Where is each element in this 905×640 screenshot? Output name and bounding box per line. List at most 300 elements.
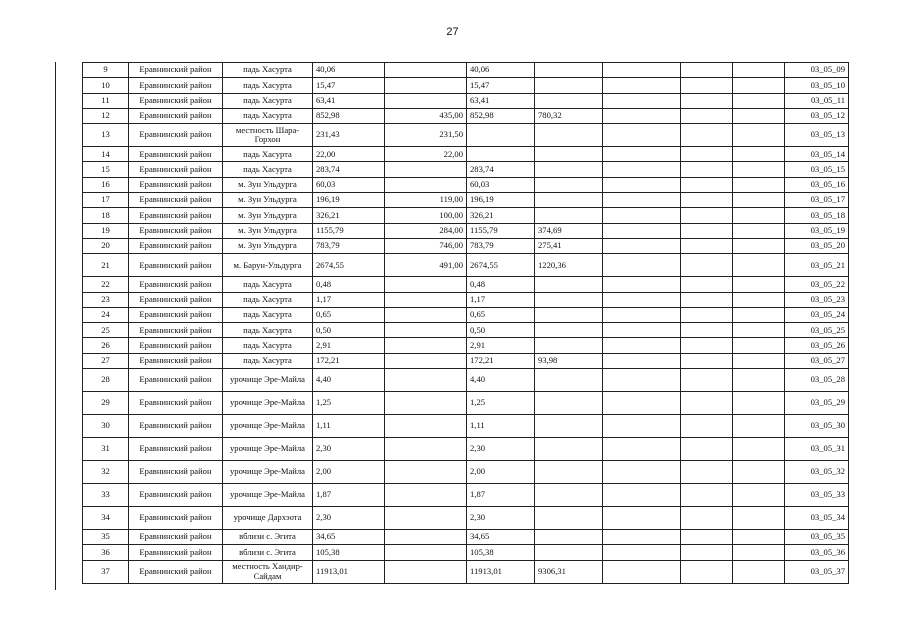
empty-cell: [681, 254, 733, 277]
value-col3-cell: 283,74: [467, 162, 535, 177]
district-cell: Еравнинский район: [129, 530, 223, 545]
locality-cell: падь Хасурта: [223, 307, 313, 322]
value-col1-cell: 63,41: [313, 93, 385, 108]
locality-cell: м. Зун Ульдурга: [223, 223, 313, 238]
value-col1-cell: 22,00: [313, 147, 385, 162]
empty-cell: [603, 193, 681, 208]
table-row: [83, 147, 849, 162]
empty-cell: [733, 177, 785, 192]
empty-cell: [603, 147, 681, 162]
value-col3-cell: 0,65: [467, 307, 535, 322]
code-cell: 03_05_21: [785, 254, 849, 277]
empty-cell: [733, 560, 785, 583]
code-cell: 03_05_24: [785, 307, 849, 322]
row-number-cell: 32: [83, 461, 129, 484]
table-row: [83, 208, 849, 223]
district-cell: Еравнинский район: [129, 545, 223, 560]
district-cell: Еравнинский район: [129, 208, 223, 223]
locality-cell: урочище Эре-Майла: [223, 415, 313, 438]
row-number-cell: 28: [83, 369, 129, 392]
value-col2-cell: [385, 307, 467, 322]
value-col4-cell: [535, 338, 603, 353]
table-row: [83, 254, 849, 277]
row-number-cell: 29: [83, 392, 129, 415]
value-col4-cell: [535, 392, 603, 415]
locality-cell: урочище Эре-Майла: [223, 461, 313, 484]
locality-cell: вблизи с. Эгита: [223, 545, 313, 560]
locality-cell: м. Барун-Ульдурга: [223, 254, 313, 277]
value-col3-cell: [467, 124, 535, 147]
locality-cell: урочище Дархэота: [223, 507, 313, 530]
locality-cell: урочище Эре-Майла: [223, 369, 313, 392]
value-col4-cell: [535, 193, 603, 208]
value-col1-cell: 326,21: [313, 208, 385, 223]
value-col1-cell: 2674,55: [313, 254, 385, 277]
district-cell: Еравнинский район: [129, 461, 223, 484]
locality-cell: падь Хасурта: [223, 353, 313, 368]
value-col3-cell: 1,25: [467, 392, 535, 415]
code-cell: 03_05_34: [785, 507, 849, 530]
table-row: [83, 292, 849, 307]
empty-cell: [681, 507, 733, 530]
value-col2-cell: 435,00: [385, 108, 467, 123]
empty-cell: [603, 353, 681, 368]
value-col3-cell: 40,06: [467, 63, 535, 78]
empty-cell: [733, 369, 785, 392]
district-cell: Еравнинский район: [129, 238, 223, 253]
locality-cell: падь Хасурта: [223, 277, 313, 292]
empty-cell: [603, 530, 681, 545]
empty-cell: [733, 461, 785, 484]
empty-cell: [733, 545, 785, 560]
code-cell: 03_05_13: [785, 124, 849, 147]
row-number-cell: 27: [83, 353, 129, 368]
empty-cell: [681, 63, 733, 78]
empty-cell: [681, 560, 733, 583]
value-col1-cell: 4,40: [313, 369, 385, 392]
value-col4-cell: [535, 93, 603, 108]
value-col2-cell: [385, 392, 467, 415]
value-col3-cell: 11913,01: [467, 560, 535, 583]
locality-cell: падь Хасурта: [223, 108, 313, 123]
locality-cell: падь Хасурта: [223, 338, 313, 353]
table-row: [83, 108, 849, 123]
empty-cell: [603, 338, 681, 353]
district-cell: Еравнинский район: [129, 307, 223, 322]
value-col4-cell: [535, 292, 603, 307]
value-col3-cell: 1,17: [467, 292, 535, 307]
empty-cell: [603, 238, 681, 253]
empty-cell: [681, 438, 733, 461]
value-col2-cell: [385, 484, 467, 507]
value-col4-cell: 9306,31: [535, 560, 603, 583]
empty-cell: [733, 208, 785, 223]
row-number-cell: 12: [83, 108, 129, 123]
value-col1-cell: 0,65: [313, 307, 385, 322]
value-col2-cell: [385, 93, 467, 108]
table-row: [83, 78, 849, 93]
empty-cell: [603, 307, 681, 322]
empty-cell: [603, 438, 681, 461]
empty-cell: [681, 392, 733, 415]
district-cell: Еравнинский район: [129, 177, 223, 192]
row-number-cell: 19: [83, 223, 129, 238]
district-cell: Еравнинский район: [129, 223, 223, 238]
code-cell: 03_05_30: [785, 415, 849, 438]
empty-cell: [603, 63, 681, 78]
value-col1-cell: 2,91: [313, 338, 385, 353]
value-col1-cell: 0,50: [313, 323, 385, 338]
value-col1-cell: 2,00: [313, 461, 385, 484]
value-col1-cell: 1155,79: [313, 223, 385, 238]
value-col4-cell: [535, 530, 603, 545]
empty-cell: [733, 530, 785, 545]
table-row: [83, 415, 849, 438]
row-number-cell: 30: [83, 415, 129, 438]
value-col3-cell: 4,40: [467, 369, 535, 392]
table-row: [83, 353, 849, 368]
value-col4-cell: [535, 78, 603, 93]
empty-cell: [681, 323, 733, 338]
empty-cell: [603, 223, 681, 238]
district-cell: Еравнинский район: [129, 438, 223, 461]
value-col4-cell: [535, 307, 603, 322]
code-cell: 03_05_15: [785, 162, 849, 177]
value-col2-cell: 100,00: [385, 208, 467, 223]
code-cell: 03_05_14: [785, 147, 849, 162]
value-col4-cell: [535, 545, 603, 560]
value-col1-cell: 231,43: [313, 124, 385, 147]
row-number-cell: 13: [83, 124, 129, 147]
empty-cell: [681, 193, 733, 208]
value-col3-cell: 1,87: [467, 484, 535, 507]
empty-cell: [681, 353, 733, 368]
table-row: [83, 193, 849, 208]
value-col4-cell: [535, 507, 603, 530]
district-cell: Еравнинский район: [129, 353, 223, 368]
code-cell: 03_05_25: [785, 323, 849, 338]
locality-cell: местность Хандир-Сайдам: [223, 560, 313, 583]
code-cell: 03_05_37: [785, 560, 849, 583]
empty-cell: [603, 177, 681, 192]
value-col2-cell: 231,50: [385, 124, 467, 147]
locality-cell: урочище Эре-Майла: [223, 484, 313, 507]
row-number-cell: 33: [83, 484, 129, 507]
table-row: [83, 124, 849, 147]
value-col1-cell: 60,03: [313, 177, 385, 192]
district-cell: Еравнинский район: [129, 338, 223, 353]
value-col3-cell: 2,30: [467, 507, 535, 530]
empty-cell: [681, 78, 733, 93]
value-col3-cell: 0,48: [467, 277, 535, 292]
row-number-cell: 17: [83, 193, 129, 208]
empty-cell: [603, 507, 681, 530]
code-cell: 03_05_16: [785, 177, 849, 192]
value-col2-cell: [385, 78, 467, 93]
value-col4-cell: [535, 369, 603, 392]
district-cell: Еравнинский район: [129, 162, 223, 177]
value-col1-cell: 15,47: [313, 78, 385, 93]
district-cell: Еравнинский район: [129, 560, 223, 583]
value-col1-cell: 11913,01: [313, 560, 385, 583]
empty-cell: [603, 415, 681, 438]
district-cell: Еравнинский район: [129, 323, 223, 338]
empty-cell: [603, 461, 681, 484]
empty-cell: [681, 530, 733, 545]
value-col4-cell: 374,69: [535, 223, 603, 238]
empty-cell: [681, 238, 733, 253]
row-number-cell: 20: [83, 238, 129, 253]
district-cell: Еравнинский район: [129, 124, 223, 147]
empty-cell: [681, 369, 733, 392]
code-cell: 03_05_36: [785, 545, 849, 560]
code-cell: 03_05_26: [785, 338, 849, 353]
row-number-cell: 16: [83, 177, 129, 192]
code-cell: 03_05_35: [785, 530, 849, 545]
empty-cell: [733, 162, 785, 177]
value-col4-cell: [535, 147, 603, 162]
empty-cell: [603, 560, 681, 583]
value-col3-cell: 326,21: [467, 208, 535, 223]
value-col1-cell: 783,79: [313, 238, 385, 253]
empty-cell: [733, 415, 785, 438]
empty-cell: [681, 147, 733, 162]
value-col3-cell: 60,03: [467, 177, 535, 192]
table-row: [83, 307, 849, 322]
locality-cell: падь Хасурта: [223, 292, 313, 307]
empty-cell: [681, 307, 733, 322]
code-cell: 03_05_32: [785, 461, 849, 484]
district-cell: Еравнинский район: [129, 415, 223, 438]
district-cell: Еравнинский район: [129, 193, 223, 208]
value-col2-cell: [385, 438, 467, 461]
table-row: [83, 338, 849, 353]
table-row: [83, 392, 849, 415]
locality-cell: м. Зун Ульдурга: [223, 177, 313, 192]
value-col2-cell: [385, 545, 467, 560]
value-col2-cell: [385, 177, 467, 192]
locality-cell: падь Хасурта: [223, 63, 313, 78]
left-margin-line: [55, 62, 56, 590]
row-number-cell: 37: [83, 560, 129, 583]
table-row: [83, 277, 849, 292]
value-col4-cell: [535, 162, 603, 177]
locality-cell: местность Шара-Горхон: [223, 124, 313, 147]
empty-cell: [733, 307, 785, 322]
locality-cell: падь Хасурта: [223, 93, 313, 108]
value-col2-cell: [385, 323, 467, 338]
locality-cell: м. Зун Ульдурга: [223, 193, 313, 208]
empty-cell: [603, 108, 681, 123]
value-col4-cell: [535, 438, 603, 461]
row-number-cell: 24: [83, 307, 129, 322]
empty-cell: [733, 507, 785, 530]
table-row: [83, 177, 849, 192]
value-col3-cell: 2,91: [467, 338, 535, 353]
value-col2-cell: 284,00: [385, 223, 467, 238]
empty-cell: [603, 484, 681, 507]
value-col1-cell: 34,65: [313, 530, 385, 545]
value-col3-cell: 2,00: [467, 461, 535, 484]
empty-cell: [733, 193, 785, 208]
empty-cell: [603, 392, 681, 415]
table-row: [83, 507, 849, 530]
value-col1-cell: 852,98: [313, 108, 385, 123]
code-cell: 03_05_09: [785, 63, 849, 78]
empty-cell: [603, 208, 681, 223]
value-col3-cell: 0,50: [467, 323, 535, 338]
row-number-cell: 36: [83, 545, 129, 560]
empty-cell: [681, 415, 733, 438]
empty-cell: [681, 177, 733, 192]
value-col2-cell: [385, 162, 467, 177]
code-cell: 03_05_20: [785, 238, 849, 253]
empty-cell: [603, 323, 681, 338]
empty-cell: [733, 108, 785, 123]
value-col2-cell: [385, 507, 467, 530]
empty-cell: [603, 124, 681, 147]
empty-cell: [733, 353, 785, 368]
value-col3-cell: 852,98: [467, 108, 535, 123]
value-col1-cell: 105,38: [313, 545, 385, 560]
code-cell: 03_05_33: [785, 484, 849, 507]
empty-cell: [603, 93, 681, 108]
value-col1-cell: 0,48: [313, 277, 385, 292]
row-number-cell: 10: [83, 78, 129, 93]
value-col4-cell: [535, 415, 603, 438]
empty-cell: [681, 223, 733, 238]
value-col2-cell: [385, 338, 467, 353]
empty-cell: [733, 323, 785, 338]
row-number-cell: 35: [83, 530, 129, 545]
empty-cell: [681, 277, 733, 292]
empty-cell: [733, 438, 785, 461]
table-body: [83, 63, 849, 584]
value-col2-cell: [385, 353, 467, 368]
value-col2-cell: [385, 292, 467, 307]
empty-cell: [733, 78, 785, 93]
table-row: [83, 530, 849, 545]
value-col1-cell: 2,30: [313, 438, 385, 461]
row-number-cell: 15: [83, 162, 129, 177]
empty-cell: [603, 277, 681, 292]
empty-cell: [681, 124, 733, 147]
code-cell: 03_05_22: [785, 277, 849, 292]
district-cell: Еравнинский район: [129, 484, 223, 507]
value-col4-cell: [535, 323, 603, 338]
district-cell: Еравнинский район: [129, 392, 223, 415]
value-col3-cell: 15,47: [467, 78, 535, 93]
empty-cell: [733, 277, 785, 292]
empty-cell: [733, 223, 785, 238]
empty-cell: [733, 124, 785, 147]
value-col3-cell: 783,79: [467, 238, 535, 253]
value-col1-cell: 2,30: [313, 507, 385, 530]
empty-cell: [733, 292, 785, 307]
row-number-cell: 23: [83, 292, 129, 307]
value-col1-cell: 1,87: [313, 484, 385, 507]
row-number-cell: 25: [83, 323, 129, 338]
row-number-cell: 34: [83, 507, 129, 530]
code-cell: 03_05_23: [785, 292, 849, 307]
value-col1-cell: 1,11: [313, 415, 385, 438]
empty-cell: [681, 108, 733, 123]
value-col4-cell: 780,32: [535, 108, 603, 123]
district-cell: Еравнинский район: [129, 369, 223, 392]
row-number-cell: 31: [83, 438, 129, 461]
empty-cell: [733, 254, 785, 277]
district-cell: Еравнинский район: [129, 254, 223, 277]
row-number-cell: 18: [83, 208, 129, 223]
district-cell: Еравнинский район: [129, 277, 223, 292]
row-number-cell: 21: [83, 254, 129, 277]
empty-cell: [681, 484, 733, 507]
value-col2-cell: [385, 369, 467, 392]
empty-cell: [733, 338, 785, 353]
row-number-cell: 26: [83, 338, 129, 353]
code-cell: 03_05_29: [785, 392, 849, 415]
value-col3-cell: 2674,55: [467, 254, 535, 277]
row-number-cell: 22: [83, 277, 129, 292]
empty-cell: [733, 392, 785, 415]
empty-cell: [681, 208, 733, 223]
empty-cell: [733, 63, 785, 78]
code-cell: 03_05_28: [785, 369, 849, 392]
value-col2-cell: [385, 530, 467, 545]
value-col3-cell: [467, 147, 535, 162]
value-col3-cell: 105,38: [467, 545, 535, 560]
table-row: [83, 545, 849, 560]
value-col4-cell: [535, 461, 603, 484]
value-col4-cell: 93,98: [535, 353, 603, 368]
locality-cell: падь Хасурта: [223, 147, 313, 162]
table-row: [83, 560, 849, 583]
table-row: [83, 323, 849, 338]
row-number-cell: 11: [83, 93, 129, 108]
district-cell: Еравнинский район: [129, 93, 223, 108]
row-number-cell: 14: [83, 147, 129, 162]
value-col1-cell: 1,25: [313, 392, 385, 415]
value-col4-cell: [535, 208, 603, 223]
row-number-cell: 9: [83, 63, 129, 78]
code-cell: 03_05_31: [785, 438, 849, 461]
value-col2-cell: [385, 560, 467, 583]
code-cell: 03_05_19: [785, 223, 849, 238]
code-cell: 03_05_27: [785, 353, 849, 368]
table-row: [83, 369, 849, 392]
value-col3-cell: 196,19: [467, 193, 535, 208]
empty-cell: [681, 338, 733, 353]
table-row: [83, 93, 849, 108]
value-col4-cell: 1220,36: [535, 254, 603, 277]
district-cell: Еравнинский район: [129, 292, 223, 307]
table-row: [83, 162, 849, 177]
table-row: [83, 238, 849, 253]
code-cell: 03_05_11: [785, 93, 849, 108]
empty-cell: [681, 93, 733, 108]
empty-cell: [603, 254, 681, 277]
value-col4-cell: [535, 277, 603, 292]
empty-cell: [603, 162, 681, 177]
land-plot-table: [82, 62, 849, 584]
value-col4-cell: [535, 63, 603, 78]
empty-cell: [681, 162, 733, 177]
code-cell: 03_05_10: [785, 78, 849, 93]
value-col1-cell: 283,74: [313, 162, 385, 177]
empty-cell: [733, 484, 785, 507]
table-row: [83, 63, 849, 78]
empty-cell: [603, 545, 681, 560]
